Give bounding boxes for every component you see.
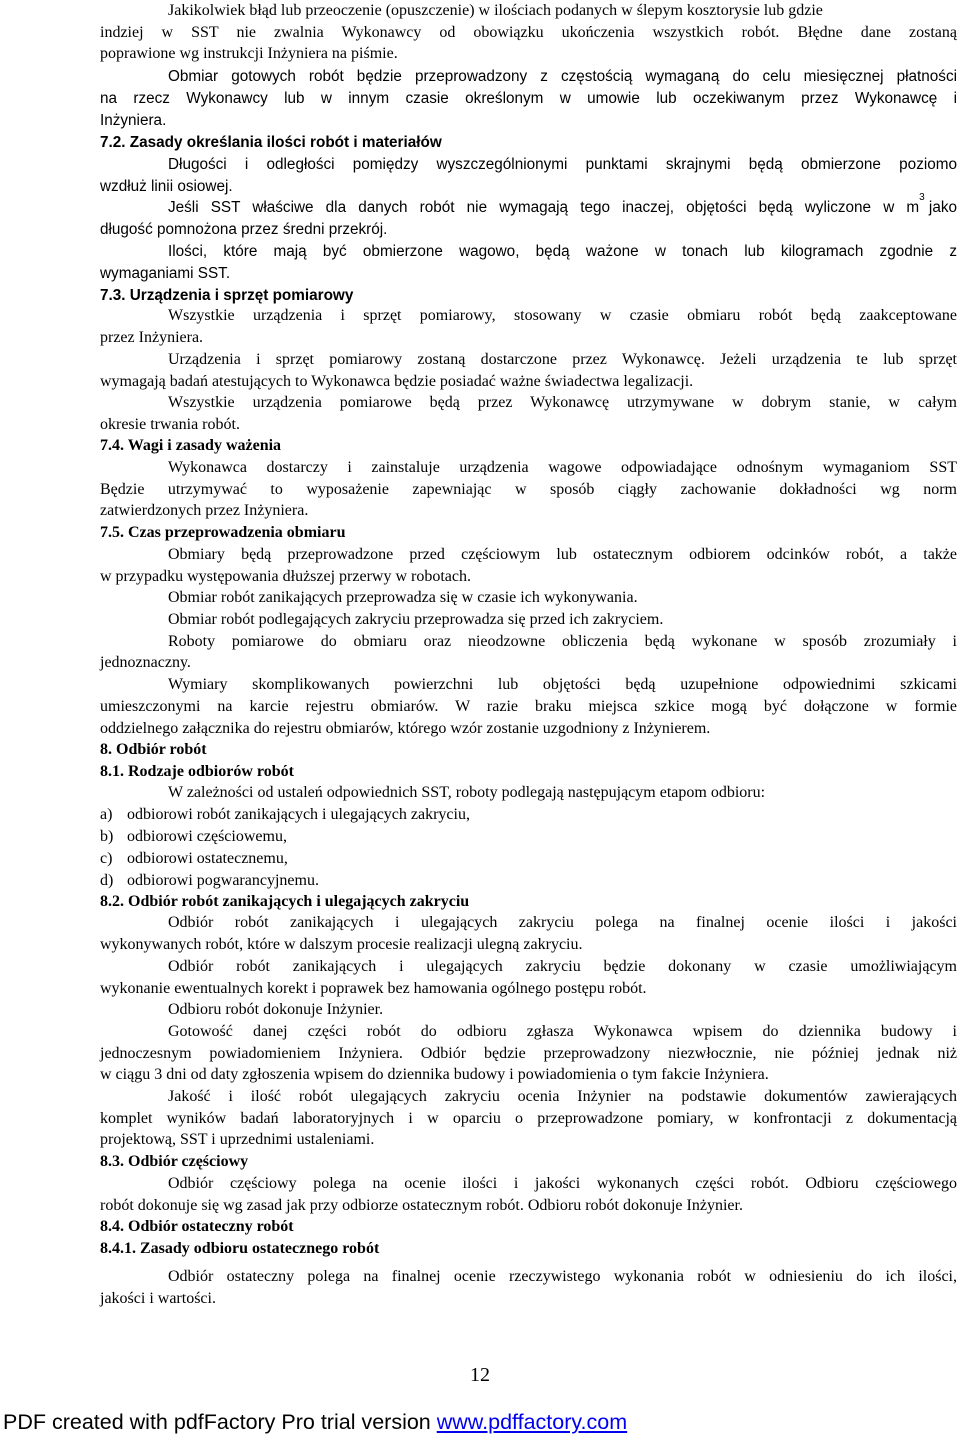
text-line: wzdłuż linii osiowej. <box>100 178 233 195</box>
text-line: projektową, SST i uprzednimi ustaleniami. <box>100 1131 375 1148</box>
text-line: Odbiór robót zanikających i ulegających zakryciu polega na finalnej ocenie ilości i jakości <box>168 914 957 931</box>
page-number: 12 <box>470 1364 490 1386</box>
text-line: Obmiar gotowych robót będzie przeprowadzony z częstością wymaganą do celu miesięcznej płatności <box>168 68 957 85</box>
pdf-footer <box>3 1410 627 1435</box>
text-line: Wszystkie urządzenia pomiarowe będą przez Wykonawcę utrzymywane w dobrym stanie, w całym <box>168 394 957 411</box>
text-line: zatwierdzonych przez Inżyniera. <box>100 502 309 519</box>
superscript: 3 <box>919 192 925 203</box>
text-line: Gotowość danej części robót do odbioru zgłasza Wykonawca wpisem do dziennika budowy i <box>168 1023 957 1040</box>
text-line: Jakikolwiek błąd lub przeoczenie (opuszczenie) w ilościach podanych w ślepym kosztorysie lub gdzie <box>168 2 823 19</box>
text-line: indziej w SST nie zwalnia Wykonawcy od obowiązku ukończenia wszystkich robót. Błędne dane zostaną <box>100 24 957 41</box>
text-line: jednoczesnym powiadomieniem Inżyniera. Odbiór będzie przeprowadzony niezwłocznie, nie później jednak niż <box>100 1045 957 1062</box>
text-line <box>168 192 957 218</box>
list-text: odbiorowi ostatecznemu, <box>127 850 288 867</box>
text-line: przez Inżyniera. <box>100 329 204 346</box>
chapter-heading: 8. Odbiór robót <box>100 741 207 758</box>
text-line: Inżyniera. <box>100 112 167 129</box>
text-line: Wymiary skomplikowanych powierzchni lub objętości będą uzupełnione odpowiednimi szkicami <box>168 676 957 693</box>
subsection-heading: 8.4.1. Zasady odbioru ostatecznego robót <box>100 1240 380 1257</box>
section-heading: 7.4. Wagi i zasady ważenia <box>100 437 282 454</box>
text-segment: jako <box>924 199 957 216</box>
text-line: na rzecz Wykonawcy lub w innym czasie określonym w umowie lub oczekiwanym przez Wykonawcę i <box>100 90 957 107</box>
footer-text: PDF created with pdfFactory Pro trial version <box>3 1410 437 1434</box>
text-line: wymaganiami SST. <box>100 265 231 282</box>
text-line: Ilości, które mają być obmierzone wagowo, będą ważone w tonach lub kilogramach zgodnie z <box>168 243 957 260</box>
list-item <box>100 805 470 825</box>
list-text: odbiorowi pogwarancyjnemu. <box>127 872 319 889</box>
text-line: Roboty pomiarowe do obmiaru oraz nieodzowne obliczenia będą wykonane w sposób zrozumiały i <box>168 633 957 650</box>
text-line: Obmiar robót podlegających zakryciu przeprowadza się przed ich zakryciem. <box>168 611 664 628</box>
text-line: jakości i wartości. <box>100 1290 216 1307</box>
text-line: wymagają badań atestujących to Wykonawca będzie posiadać ważne świadectwa legalizacji. <box>100 373 694 390</box>
text-line: Obmiary będą przeprowadzone przed częściowym lub ostatecznym odbiorem odcinków robót, a także <box>168 546 957 563</box>
text-line: umieszczonymi na karcie rejestru obmiarów. W razie braku miejsca szkice mogą być dołączone w formie <box>100 698 957 715</box>
text-line: Obmiar robót zanikających przeprowadza się w czasie ich wykonywania. <box>168 589 638 606</box>
text-line: Odbiór częściowy polega na ocenie ilości i jakości wykonanych części robót. Odbioru częściowego <box>168 1175 957 1192</box>
text-line: Długości i odległości pomiędzy wyszczególnionymi punktami skrajnymi będą obmierzone poziomo <box>168 156 957 173</box>
text-line: robót dokonuje się wg zasad jak przy odbiorze ostatecznym robót. Odbioru robót dokonuje Inżynier. <box>100 1197 743 1214</box>
section-heading: 7.2. Zasady określania ilości robót i materiałów <box>100 134 442 151</box>
text-line: wykonywanych robót, które w dalszym procesie realizacji ulegną zakryciu. <box>100 936 583 953</box>
text-line: jednoznaczny. <box>100 654 191 671</box>
section-heading: 8.3. Odbiór częściowy <box>100 1153 249 1170</box>
text-line: Urządzenia i sprzęt pomiarowy zostaną dostarczone przez Wykonawcę. Jeżeli urządzenia te lub sprzęt <box>168 351 957 368</box>
list-item <box>100 871 319 891</box>
text-line: Będzie utrzymywać to wyposażenie zapewniając w sposób ciągły zachowanie dokładności wg norm <box>100 481 957 498</box>
text-line: w przypadku występowania dłuższej przerwy w robotach. <box>100 568 471 585</box>
list-marker: d) <box>100 872 114 889</box>
text-line: Wykonawca dostarczy i zainstaluje urządzenia wagowe odpowiadające odnośnym wymaganiom SST <box>168 459 957 476</box>
list-text: odbiorowi częściowemu, <box>127 828 287 845</box>
section-heading: 8.1. Rodzaje odbiorów robót <box>100 763 294 780</box>
text-line: Jakość i ilość robót ulegających zakryciu ocenia Inżynier na podstawie dokumentów zawierających <box>168 1088 957 1105</box>
list-text: odbiorowi robót zanikających i ulegających zakryciu, <box>127 806 470 823</box>
list-marker: a) <box>100 806 113 823</box>
footer-link[interactable]: www.pdffactory.com <box>436 1410 628 1434</box>
list-item <box>100 827 287 847</box>
text-line: Wszystkie urządzenia i sprzęt pomiarowy, stosowany w czasie obmiaru robót będą zaakceptowane <box>168 307 957 324</box>
text-line: Odbioru robót dokonuje Inżynier. <box>168 1001 384 1018</box>
text-line: poprawione wg instrukcji Inżyniera na piśmie. <box>100 45 398 62</box>
section-heading: 8.4. Odbiór ostateczny robót <box>100 1218 294 1235</box>
list-marker: c) <box>100 850 113 867</box>
text-line: w ciągu 3 dni od daty zgłoszenia wpisem do dziennika budowy i powiadomienia o tym fakcie Inżyniera. <box>100 1066 769 1083</box>
text-line: oddzielnego załącznika do rejestru obmiarów, którego wzór zostanie uzgodniony z Inżynierem. <box>100 720 711 737</box>
text-line: wykonanie ewentualnych korekt i poprawek bez hamowania ogólnego postępu robót. <box>100 980 647 997</box>
section-heading: 8.2. Odbiór robót zanikających i ulegających zakryciu <box>100 893 470 910</box>
list-item <box>100 849 288 869</box>
list-marker: b) <box>100 828 114 845</box>
section-heading: 7.3. Urządzenia i sprzęt pomiarowy <box>100 287 354 304</box>
text-line: Odbiór robót zanikających i ulegających zakryciu będzie dokonany w czasie umożliwiającym <box>168 958 957 975</box>
text-line: długość pomnożona przez średni przekrój. <box>100 221 388 238</box>
text-line: komplet wyników badań laboratoryjnych i w oparciu o przeprowadzone pomiary, w konfrontacji z dokumentacją <box>100 1110 957 1127</box>
text-line: okresie trwania robót. <box>100 416 240 433</box>
text-segment: Jeśli SST właściwe dla danych robót nie wymagają tego inaczej, objętości będą wyliczone w m <box>168 199 920 216</box>
text-line: W zależności od ustaleń odpowiednich SST, roboty podlegają następującym etapom odbioru: <box>168 784 766 801</box>
section-heading: 7.5. Czas przeprowadzenia obmiaru <box>100 524 346 541</box>
text-line: Odbiór ostateczny polega na finalnej ocenie rzeczywistego wykonania robót w odniesieniu do ich ilości, <box>168 1268 957 1285</box>
